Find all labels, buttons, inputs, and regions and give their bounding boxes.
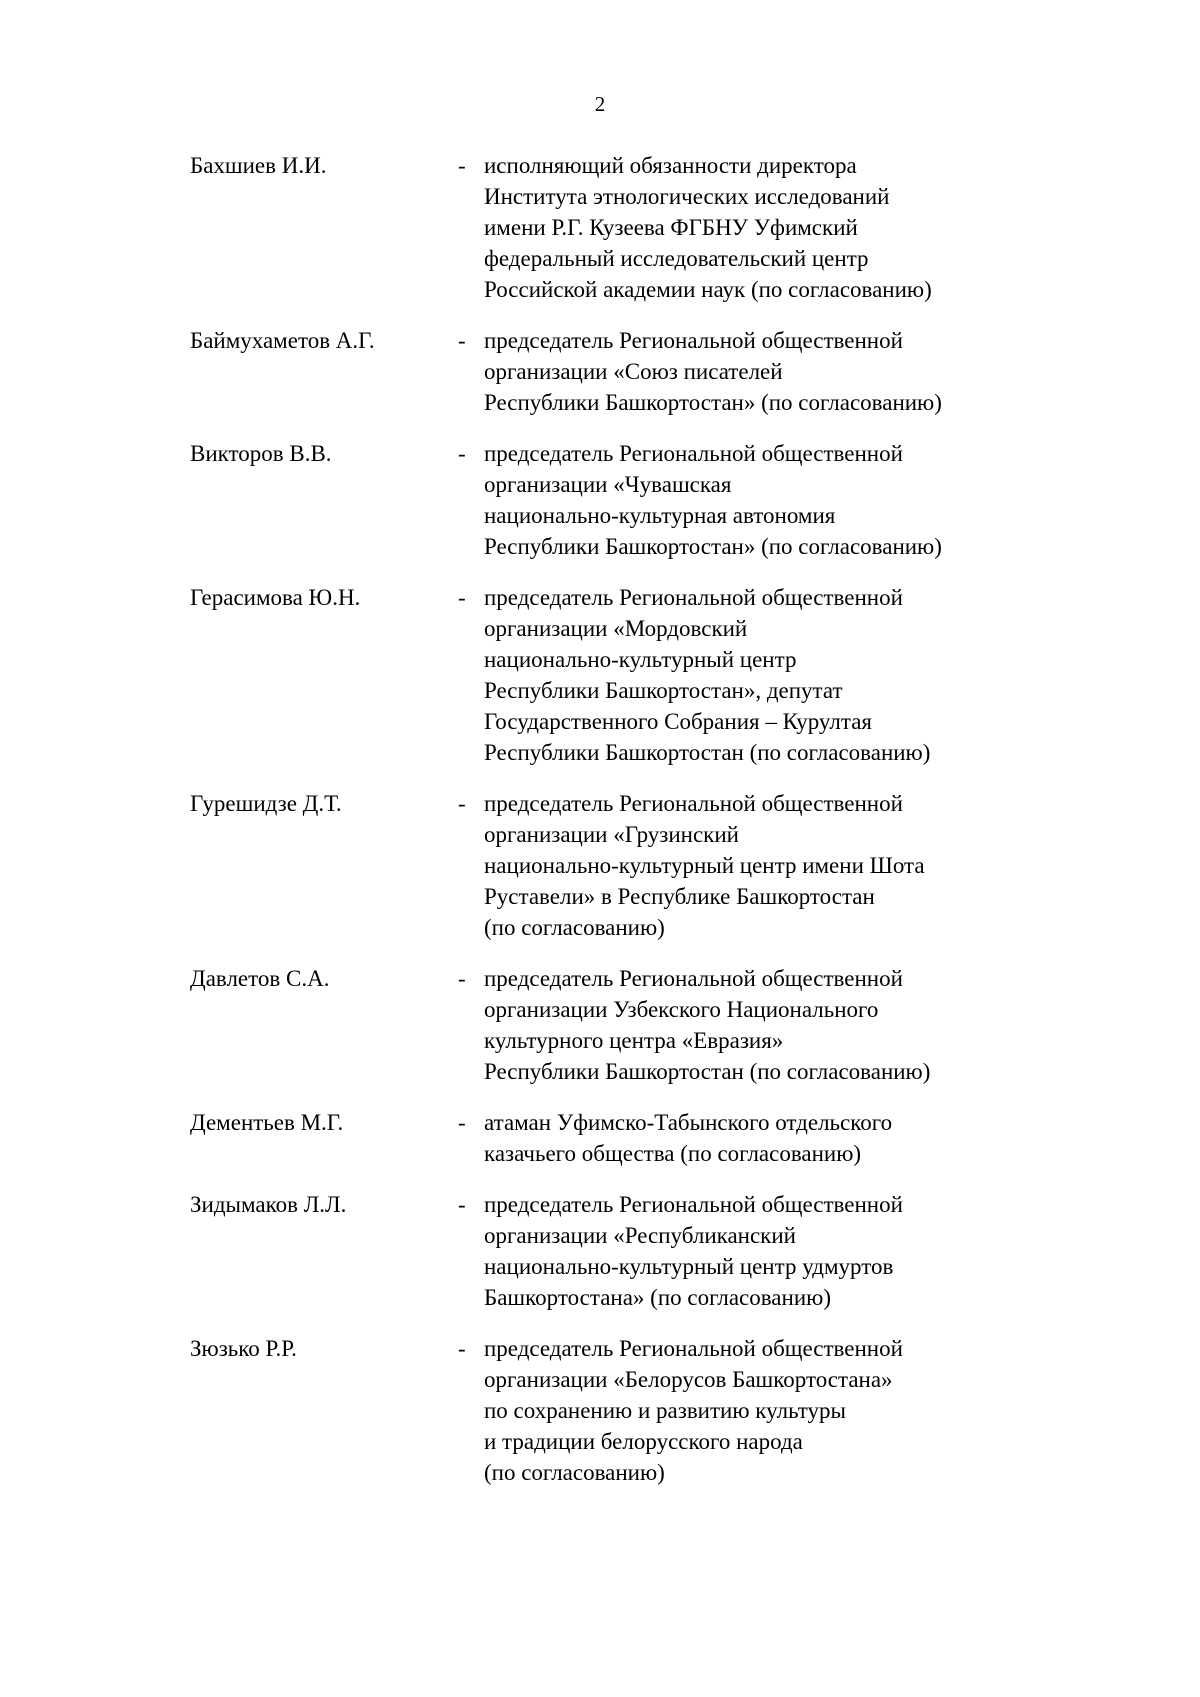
list-item bbox=[190, 1333, 1020, 1488]
description-line: организации «Мордовский bbox=[484, 616, 748, 641]
description-line: председатель Региональной общественной bbox=[484, 441, 903, 466]
description-line: организации «Грузинский bbox=[484, 822, 739, 847]
member-name: Баймухаметов А.Г. bbox=[190, 328, 375, 353]
member-description bbox=[484, 963, 1020, 1087]
description-line: Республики Башкортостан (по согласованию) bbox=[484, 1059, 931, 1084]
description-line: федеральный исследовательский центр bbox=[484, 246, 869, 271]
list-item bbox=[190, 582, 1020, 768]
list-item bbox=[190, 1189, 1020, 1313]
entry-dash: - bbox=[458, 966, 466, 991]
description-line: организации «Белорусов Башкортостана» bbox=[484, 1367, 893, 1392]
member-description bbox=[484, 788, 1020, 943]
list-item bbox=[190, 788, 1020, 943]
member-name: Зюзько Р.Р. bbox=[190, 1336, 297, 1361]
entry-dash: - bbox=[458, 1110, 466, 1135]
description-line: организации «Чувашская bbox=[484, 472, 732, 497]
list-item bbox=[190, 1107, 1020, 1169]
description-line: (по согласованию) bbox=[484, 1460, 665, 1485]
entry-dash: - bbox=[458, 791, 466, 816]
member-name: Гурешидзе Д.Т. bbox=[190, 791, 342, 816]
description-line: Республики Башкортостан», депутат bbox=[484, 678, 843, 703]
description-line: председатель Региональной общественной bbox=[484, 1336, 903, 1361]
member-description bbox=[484, 1333, 1020, 1488]
description-line: председатель Региональной общественной bbox=[484, 328, 903, 353]
member-name: Дементьев М.Г. bbox=[190, 1110, 344, 1135]
description-line: по сохранению и развитию культуры bbox=[484, 1398, 846, 1423]
description-line: имени Р.Г. Кузеева ФГБНУ Уфимский bbox=[484, 215, 858, 240]
page-number: 2 bbox=[594, 92, 606, 116]
description-line: Руставели» в Республике Башкортостан bbox=[484, 884, 875, 909]
description-line: национально-культурный центр удмуртов bbox=[484, 1254, 894, 1279]
description-line: Российской академии наук (по согласованию) bbox=[484, 277, 932, 302]
member-description bbox=[484, 1107, 1020, 1169]
description-line: Башкортостана» (по согласованию) bbox=[484, 1285, 831, 1310]
description-line: Республики Башкортостан» (по согласованию) bbox=[484, 534, 942, 559]
description-line: исполняющий обязанности директора bbox=[484, 153, 857, 178]
description-line: (по согласованию) bbox=[484, 915, 665, 940]
description-line: организации Узбекского Национального bbox=[484, 997, 879, 1022]
description-line: национально-культурный центр bbox=[484, 647, 797, 672]
member-description bbox=[484, 325, 1020, 418]
entry-dash: - bbox=[458, 441, 466, 466]
description-line: председатель Региональной общественной bbox=[484, 791, 903, 816]
list-item bbox=[190, 963, 1020, 1087]
description-line: организации «Союз писателей bbox=[484, 359, 783, 384]
list-item bbox=[190, 325, 1020, 418]
description-line: председатель Региональной общественной bbox=[484, 1192, 903, 1217]
member-name: Зидымаков Л.Л. bbox=[190, 1192, 347, 1217]
member-description bbox=[484, 1189, 1020, 1313]
entry-dash: - bbox=[458, 1336, 466, 1361]
description-line: Института этнологических исследований bbox=[484, 184, 890, 209]
description-line: атаман Уфимско-Табынского отдельского bbox=[484, 1110, 893, 1135]
entry-dash: - bbox=[458, 328, 466, 353]
member-name: Викторов В.В. bbox=[190, 441, 332, 466]
member-description bbox=[484, 150, 1020, 305]
description-line: казачьего общества (по согласованию) bbox=[484, 1141, 862, 1166]
member-list bbox=[190, 150, 1020, 1508]
entry-dash: - bbox=[458, 153, 466, 178]
description-line: организации «Республиканский bbox=[484, 1223, 796, 1248]
description-line: национально-культурная автономия bbox=[484, 503, 836, 528]
description-line: председатель Региональной общественной bbox=[484, 585, 903, 610]
entry-dash: - bbox=[458, 1192, 466, 1217]
member-description bbox=[484, 438, 1020, 562]
description-line: Республики Башкортостан» (по согласованию) bbox=[484, 390, 942, 415]
description-line: Государственного Собрания – Курултая bbox=[484, 709, 872, 734]
member-name: Бахшиев И.И. bbox=[190, 153, 327, 178]
list-item bbox=[190, 438, 1020, 562]
description-line: председатель Региональной общественной bbox=[484, 966, 903, 991]
member-name: Давлетов С.А. bbox=[190, 966, 330, 991]
description-line: и традиции белорусского народа bbox=[484, 1429, 803, 1454]
member-name: Герасимова Ю.Н. bbox=[190, 585, 361, 610]
description-line: Республики Башкортостан (по согласованию) bbox=[484, 740, 931, 765]
description-line: культурного центра «Евразия» bbox=[484, 1028, 784, 1053]
member-description bbox=[484, 582, 1020, 768]
list-item bbox=[190, 150, 1020, 305]
entry-dash: - bbox=[458, 585, 466, 610]
description-line: национально-культурный центр имени Шота bbox=[484, 853, 925, 878]
